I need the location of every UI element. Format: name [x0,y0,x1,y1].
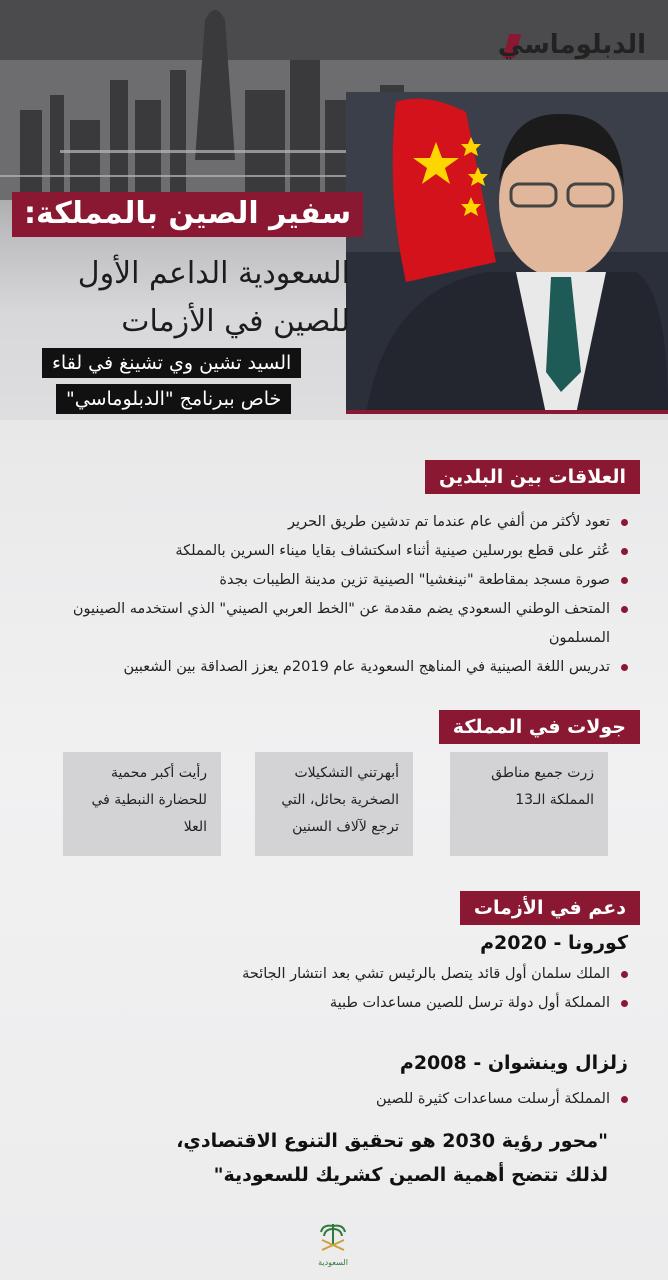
list-item: الملك سلمان أول قائد يتصل بالرئيس تشي بعد انتشار الجائحة [28,960,628,989]
list-item: تدريس اللغة الصينية في المناهج السعودية عام 2019م يعزز الصداقة بين الشعبين [28,653,628,682]
quote-line-1: "محور رؤية 2030 هو تحقيق التنوع الاقتصادي، [176,1130,608,1152]
tour-card-regions: زرت جميع مناطق المملكة الـ13 [450,752,608,856]
list-item: تعود لأكثر من ألفي عام عندما تم تدشين طريق الحرير [28,508,628,537]
list-item: عُثر على قطع بورسلين صينية أثناء اسكتشاف بقايا ميناء السرين بالمملكة [28,537,628,566]
relations-list [28,508,628,682]
palm-swords-icon [318,1220,348,1254]
ambassador-photo [346,92,668,414]
quote-line-2: لذلك تتضح أهمية الصين كشريك للسعودية" [213,1164,608,1186]
tours-heading: جولات في المملكة [439,710,640,744]
headline-subtitle-1: السعودية الداعم الأول [77,256,350,291]
headline-title: سفير الصين بالمملكة: [12,192,363,237]
list-item: المتحف الوطني السعودي يضم مقدمة عن "الخط العربي الصيني" الذي استخدمه الصينيون المسلمون [28,595,628,653]
list-item: المملكة أول دولة ترسل للصين مساعدات طبية [28,989,628,1018]
tour-card-alula: رأيت أكبر محمية للحضارة النبطية في العلا [63,752,221,856]
tour-card-hail: أبهرتني التشكيلات الصخرية بحائل، التي ترجع لآلاف السنين [255,752,413,856]
headline-subtitle-2: للصين في الأزمات [121,304,350,339]
brand-logo: الدبلوماسي [497,30,646,60]
corona-title: كورونا - 2020م [480,932,628,954]
hero-banner [0,0,668,420]
saudi-logo-text: السعودية [318,1258,348,1267]
caption-line-1: السيد تشين وي تشينغ في لقاء [42,348,301,378]
quake-title: زلزال وينشوان - 2008م [399,1052,628,1074]
list-item: المملكة أرسلت مساعدات كثيرة للصين [28,1085,628,1114]
list-item: صورة مسجد بمقاطعة "نينغشيا" الصينية تزين مدينة الطيبات بجدة [28,566,628,595]
quake-list [28,1085,628,1114]
saudi-logo [318,1220,348,1268]
crises-heading: دعم في الأزمات [460,891,640,925]
relations-heading: العلاقات بين البلدين [425,460,640,494]
corona-list [28,960,628,1018]
photo-frame-line [346,410,668,414]
caption-line-2: خاص ببرنامج "الدبلوماسي" [56,384,291,414]
